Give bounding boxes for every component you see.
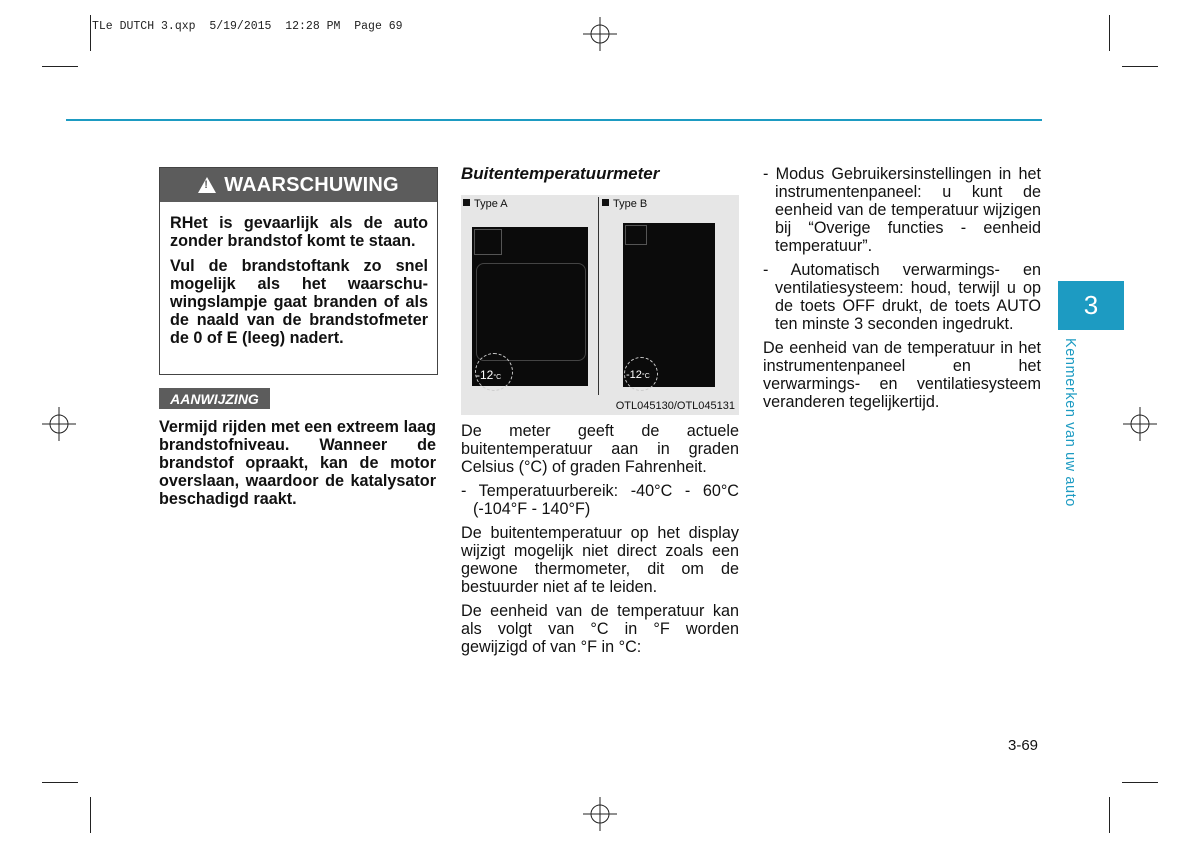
middle-paragraph-3: De buitentemperatuur op het display wijzigt mogelijk niet direct zoals een gewone thermometer, dit om de bestuurder niet af te leiden. xyxy=(461,524,739,596)
display-type-a xyxy=(472,227,588,386)
warning-box xyxy=(159,167,438,375)
registration-mark-right xyxy=(1123,407,1157,441)
chapter-number-tab: 3 xyxy=(1058,281,1124,330)
temperature-readout-a: -12°C xyxy=(476,368,502,382)
warning-paragraph-2: Vul de brandstoftank zo snel mogelijk als het waarschu-wingslampje gaat branden of als de naald van de brandstofmeter de 0 of E (leeg) nadert. xyxy=(170,257,428,347)
warning-paragraph-1: RHet is gevaarlijk als de auto zonder brandstof komt te staan. xyxy=(170,214,428,250)
right-column-text xyxy=(763,165,1041,417)
chapter-title: Kenmerken van uw auto xyxy=(1062,338,1078,507)
registration-mark-top xyxy=(583,17,617,51)
bullet-square-icon xyxy=(463,199,470,206)
registration-mark-bottom xyxy=(583,797,617,831)
print-slug: TLe DUTCH 3.qxp 5/19/2015 12:28 PM Page 69 xyxy=(92,20,403,33)
figure-divider xyxy=(598,197,599,395)
figure-code: OTL045130/OTL045131 xyxy=(615,400,735,412)
temperature-figure xyxy=(461,195,739,415)
display-type-b xyxy=(623,223,715,387)
warning-text xyxy=(170,214,428,354)
note-label: AANWIJZING xyxy=(159,388,270,409)
right-bullet-1: - Modus Gebruikersinstellingen in het instrumentenpaneel: u kunt de eenheid van de temperatuur wijzigen bij “Overige functies - eenheid temperatuur”. xyxy=(763,165,1041,255)
figure-label-type-b: Type B xyxy=(602,198,647,210)
right-paragraph-3: De eenheid van de temperatuur in het instrumentenpaneel en het verwarmings- en ventilatiesysteem veranderen tegelijkertijd. xyxy=(763,339,1041,411)
chapter-title-vertical xyxy=(1062,338,1092,508)
header-rule xyxy=(66,119,1042,121)
section-title: Buitentemperatuurmeter xyxy=(461,164,660,183)
figure-label-type-a: Type A xyxy=(463,198,508,210)
middle-column-text xyxy=(461,422,739,662)
warning-triangle-icon xyxy=(198,177,216,193)
temperature-readout-b: -12°C xyxy=(626,369,650,381)
right-bullet-2: - Automatisch verwarmings- en ventilatiesysteem: houd, terwijl u op de toets OFF drukt, de toets AUTO ten minste 3 seconden ingedrukt. xyxy=(763,261,1041,333)
warning-header xyxy=(160,168,437,202)
registration-mark-left xyxy=(42,407,76,441)
bullet-square-icon xyxy=(602,199,609,206)
middle-paragraph-4: De eenheid van de temperatuur kan als volgt van °C in °F worden gewijzigd of van °F in °C: xyxy=(461,602,739,656)
warning-title: WAARSCHUWING xyxy=(224,173,399,196)
middle-paragraph-1: De meter geeft de actuele buitentemperatuur aan in graden Celsius (°C) of graden Fahrenheit. xyxy=(461,422,739,476)
middle-bullet-range: - Temperatuurbereik: -40°C - 60°C (-104°F - 140°F) xyxy=(461,482,739,518)
note-text: Vermijd rijden met een extreem laag brandstofniveau. Wanneer de brandstof opraakt, kan de motor overslaan, waardoor de katalysator beschadigd raakt. xyxy=(159,418,436,508)
page-number: 3-69 xyxy=(1008,737,1039,754)
